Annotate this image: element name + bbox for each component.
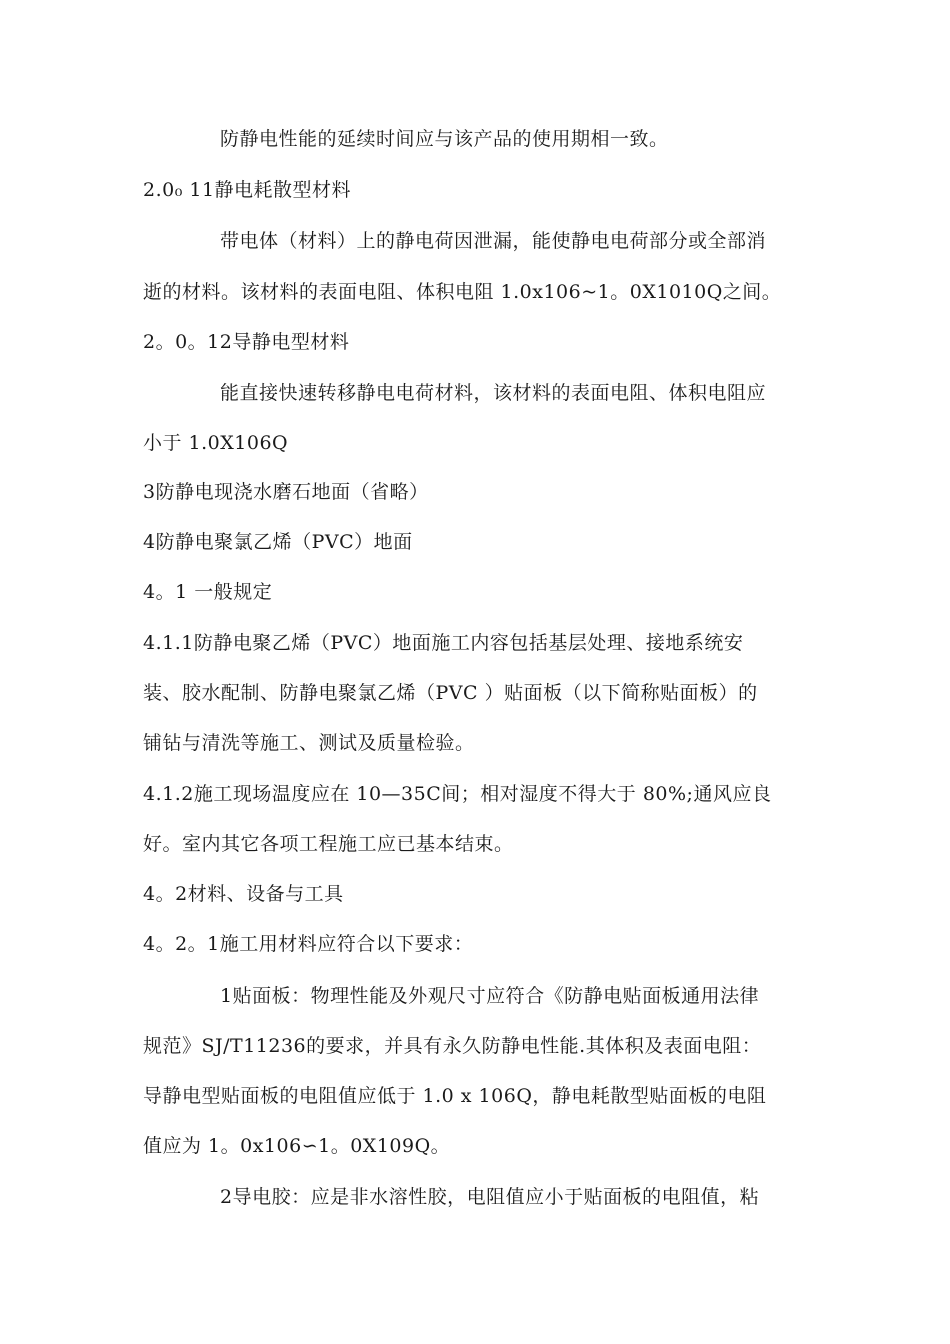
paragraph-line: 铺钻与清洗等施工、测试及质量检验。 <box>143 732 475 754</box>
paragraph-line: 逝的材料。该材料的表面电阻、体积电阻 1.0x106~1。0X1010Q之间。 <box>143 281 782 303</box>
paragraph-line: 小于 1.0X106Q <box>143 432 289 454</box>
section-heading: 4。2。1施工用材料应符合以下要求： <box>143 933 474 955</box>
paragraph-line: 2导电胶：应是非水溶性胶，电阻值应小于贴面板的电阻值，粘 <box>220 1186 760 1208</box>
section-heading: 2。0。12导静电型材料 <box>143 331 350 353</box>
paragraph-line: 1贴面板：物理性能及外观尺寸应符合《防静电贴面板通用法律 <box>220 985 760 1007</box>
section-heading: 4防静电聚氯乙烯（PVC）地面 <box>143 531 413 553</box>
paragraph-line: 值应为 1。0x106∽1。0X109Q。 <box>143 1135 451 1157</box>
section-heading: 4。2材料、设备与工具 <box>143 883 344 905</box>
section-heading: 3防静电现浇水磨石地面（省略） <box>143 481 429 503</box>
paragraph-line: 4.1.1防静电聚乙烯（PVC）地面施工内容包括基层处理、接地系统安 <box>143 632 744 654</box>
paragraph-line: 导静电型贴面板的电阻值应低于 1.0 x 106Q，静电耗散型贴面板的电阻 <box>143 1085 767 1107</box>
paragraph-line: 防静电性能的延续时间应与该产品的使用期相一致。 <box>220 128 669 150</box>
section-heading: 4。1 一般规定 <box>143 581 273 603</box>
paragraph-line: 规范》SJ/T11236的要求，并具有永久防静电性能.其体积及表面电阻： <box>143 1035 762 1057</box>
paragraph-line: 好。室内其它各项工程施工应已基本结束。 <box>143 833 514 855</box>
paragraph-line: 装、胶水配制、防静电聚氯乙烯（PVC ）贴面板（以下简称贴面板）的 <box>143 682 758 704</box>
section-heading: 2.0₀ 11静电耗散型材料 <box>143 179 352 201</box>
paragraph-line: 4.1.2施工现场温度应在 10—35C间；相对湿度不得大于 80%;通风应良 <box>143 783 772 805</box>
paragraph-line: 带电体（材料）上的静电荷因泄漏，能使静电电荷部分或全部消 <box>220 230 767 252</box>
paragraph-line: 能直接快速转移静电电荷材料，该材料的表面电阻、体积电阻应 <box>220 382 767 404</box>
